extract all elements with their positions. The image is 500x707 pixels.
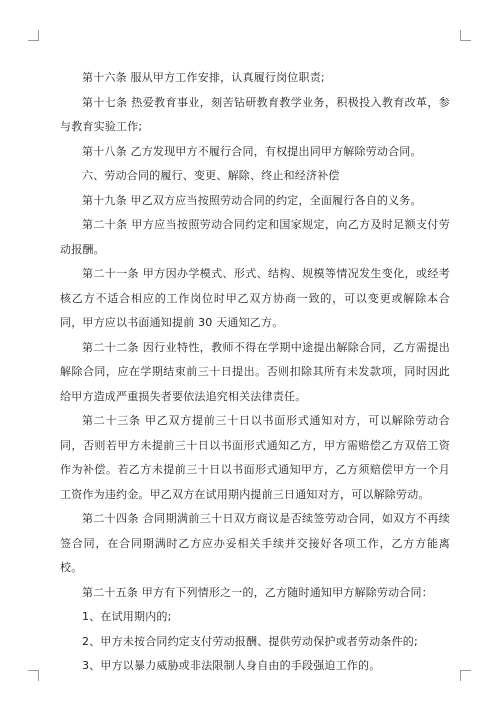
crop-mark-bottom-left	[28, 670, 39, 681]
article-22: 第二十二条 因行业特性，教师不得在学期中途提出解除合同，乙方需提出解除合同，应在学期结束前三十日提出。否则扣除其所有未发款项，同时因此给甲方造成严重损失者要依法追究相关法律责任。	[60, 340, 450, 403]
article-17: 第十七条 热爱教育事业，刻苦钻研教育教学业务，积极投入教育改革，参与教育实验工作;	[60, 95, 450, 133]
crop-mark-top-right	[460, 30, 471, 41]
article-16: 第十六条 服从甲方工作安排，认真履行岗位职责;	[82, 71, 325, 84]
crop-mark-top-left	[28, 30, 39, 41]
article-21: 第二十一条 甲方因办学模式、形式、结构、规模等情况发生变化，或经考核乙方不适合相应的工作岗位时甲乙双方协商一致的，可以变更或解除本合同，甲方应以书面通知提前 30 天通知乙方。	[60, 267, 450, 329]
list-item-2: 2、甲方未按合同约定支付劳动报酬、提供劳动保护或者劳动条件的;	[82, 634, 418, 648]
document-body	[60, 66, 450, 679]
article-25: 第二十五条 甲方有下列情形之一的，乙方随时通知甲方解除劳动合同：	[82, 585, 433, 599]
article-20: 第二十条 甲方应当按照劳动合同约定和国家规定，向乙方及时足额支付劳动报酬。	[60, 218, 450, 256]
crop-mark-bottom-right	[460, 670, 471, 681]
article-18: 第十八条 乙方发现甲方不履行合同，有权提出同甲方解除劳动合同。	[82, 144, 422, 158]
article-23: 第二十三条 甲乙双方提前三十日以书面形式通知对方，可以解除劳动合同，否则若甲方未提前三十日以书面形式通知乙方，甲方需赔偿乙方双倍工资作为补偿。若乙方未提前三十日以书面形式通知甲方，乙方须赔偿甲方一个月工资作为违约金。甲乙双方在试用期内提前三日通知对方，可以解除劳动。	[60, 414, 450, 501]
list-item-1: 1、在试用期内的;	[82, 610, 172, 623]
article-24: 第二十四条 合同期满前三十日双方商议是否续签劳动合同，如双方不再续签合同，在合同期满时乙方应办妥相关手续并交接好各项工作，乙方方能离校。	[60, 512, 450, 574]
list-item-3: 3、甲方以暴力威胁或非法限制人身自由的手段强迫工作的。	[82, 659, 381, 672]
section-heading: 六、劳动合同的履行、变更、解除、终止和经济补偿	[82, 169, 340, 182]
article-19: 第十九条 甲乙双方应当按照劳动合同的约定，全面履行各自的义务。	[82, 193, 422, 207]
